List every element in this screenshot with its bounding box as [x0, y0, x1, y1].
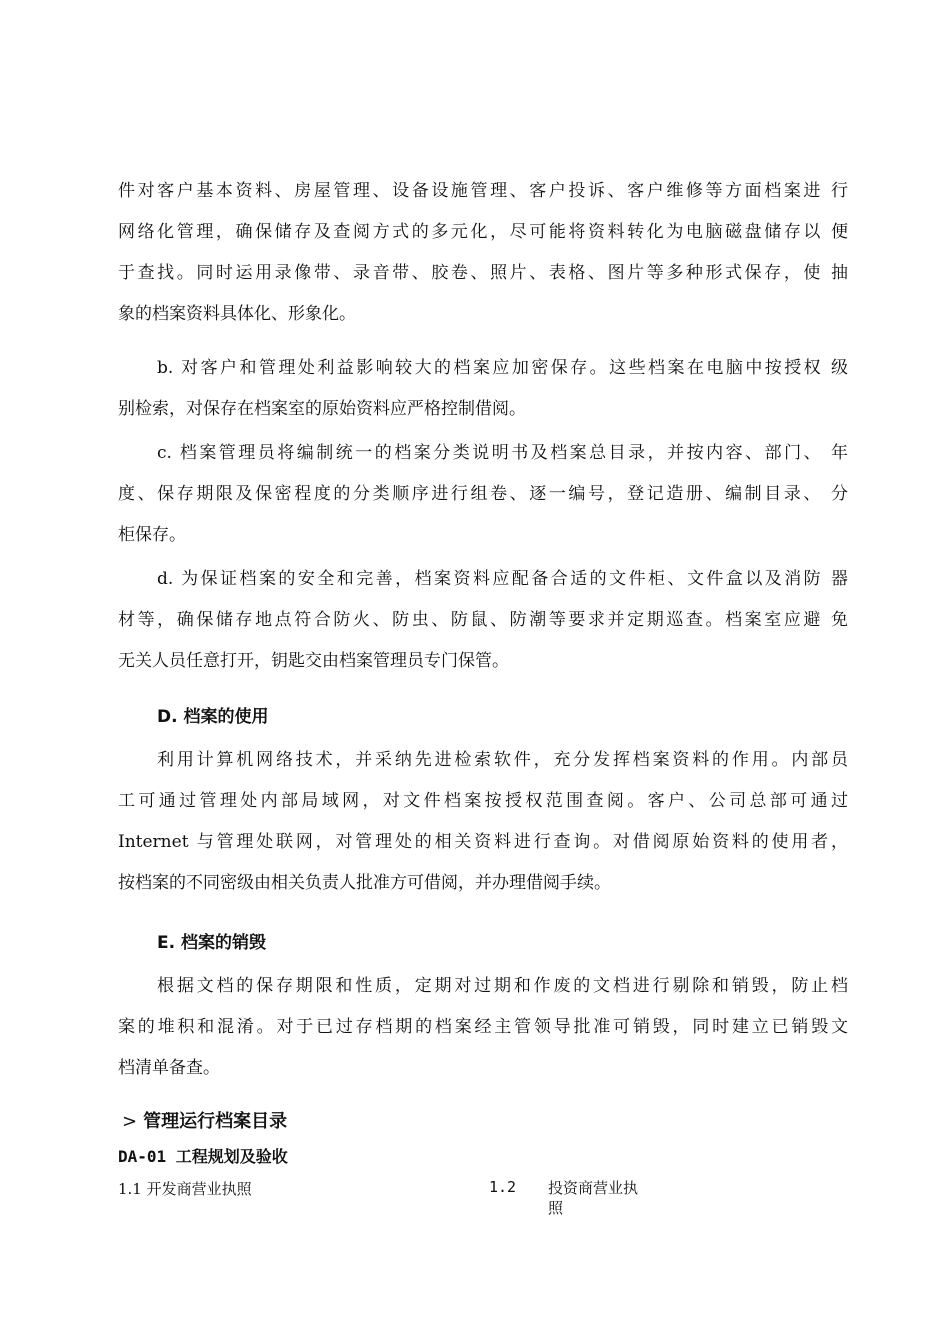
- text-line: 根据文档的保存期限和性质，定期对过期和作废的文档进行剔除和销毁，防止档: [157, 976, 848, 996]
- text-line: 于查找。同时运用录像带、录音带、胶卷、照片、表格、图片等多种形式保存，使 抽: [118, 263, 848, 283]
- text-line: c. 档案管理员将编制统一的档案分类说明书及档案总目录，并按内容、部门、 年: [157, 443, 848, 463]
- paragraph-d: [118, 559, 848, 682]
- section-heading-use: D. 档案的使用: [157, 707, 269, 727]
- paragraph-a: [118, 171, 848, 335]
- text-line: 案的堆积和混淆。对于已过存档期的档案经主管领导批准可销毁，同时建立已销毁文: [118, 1017, 848, 1037]
- text-line: 材等，确保储存地点符合防火、防虫、防鼠、防潮等要求并定期巡查。档案室应避 免: [118, 610, 848, 630]
- text-line: Internet 与管理处联网，对管理处的相关资料进行查询。对借阅原始资料的使用者，: [118, 832, 848, 852]
- toc-item-2-number: 1.2: [489, 1178, 517, 1196]
- text-line: 无关人员任意打开，钥匙交由档案管理员专门保管。: [118, 651, 509, 671]
- arrow-icon: >: [122, 1111, 138, 1132]
- section-heading-destroy: E. 档案的销毁: [157, 933, 266, 953]
- paragraph-b: [118, 348, 848, 430]
- toc-item-2-label: [548, 1178, 638, 1218]
- text-line: 网络化管理，确保储存及查阅方式的多元化，尽可能将资料转化为电脑磁盘储存以 便: [118, 222, 848, 242]
- paragraph-use: [118, 740, 848, 904]
- text-line: b. 对客户和管理处利益影响较大的档案应加密保存。这些档案在电脑中按授权 级: [157, 358, 848, 378]
- text-line: 按档案的不同密级由相关负责人批准方可借阅，并办理借阅手续。: [118, 873, 611, 893]
- paragraph-destroy: [118, 966, 848, 1089]
- text-line: 档清单备查。: [118, 1058, 220, 1078]
- text-line: 柜保存。: [118, 525, 186, 545]
- toc-item-2-label-line: 照: [548, 1199, 564, 1217]
- text-line: 工可通过管理处内部局域网，对文件档案按授权范围查阅。客户、公司总部可通过: [118, 791, 848, 811]
- text-line: d. 为保证档案的安全和完善，档案资料应配备合适的文件柜、文件盒以及消防 器: [157, 569, 848, 589]
- text-line: 件对客户基本资料、房屋管理、设备设施管理、客户投诉、客户维修等方面档案进 行: [118, 181, 848, 201]
- paragraph-c: [118, 433, 848, 556]
- toc-section-title: DA-01 工程规划及验收: [118, 1147, 288, 1166]
- text-line: 利用计算机网络技术，并采纳先进检索软件，充分发挥档案资料的作用。内部员: [157, 750, 848, 770]
- text-line: 度、保存期限及保密程度的分类顺序进行组卷、逐一编号，登记造册、编制目录、 分: [118, 484, 848, 504]
- toc-title: [122, 1107, 287, 1133]
- text-line: 别检索，对保存在档案室的原始资料应严格控制借阅。: [118, 399, 526, 419]
- toc-item-2-label-line: 投资商营业执: [548, 1179, 639, 1197]
- toc-title-text: 管理运行档案目录: [143, 1111, 288, 1132]
- text-line: 象的档案资料具体化、形象化。: [118, 304, 356, 324]
- toc-item-1: 1.1 开发商营业执照: [118, 1180, 252, 1198]
